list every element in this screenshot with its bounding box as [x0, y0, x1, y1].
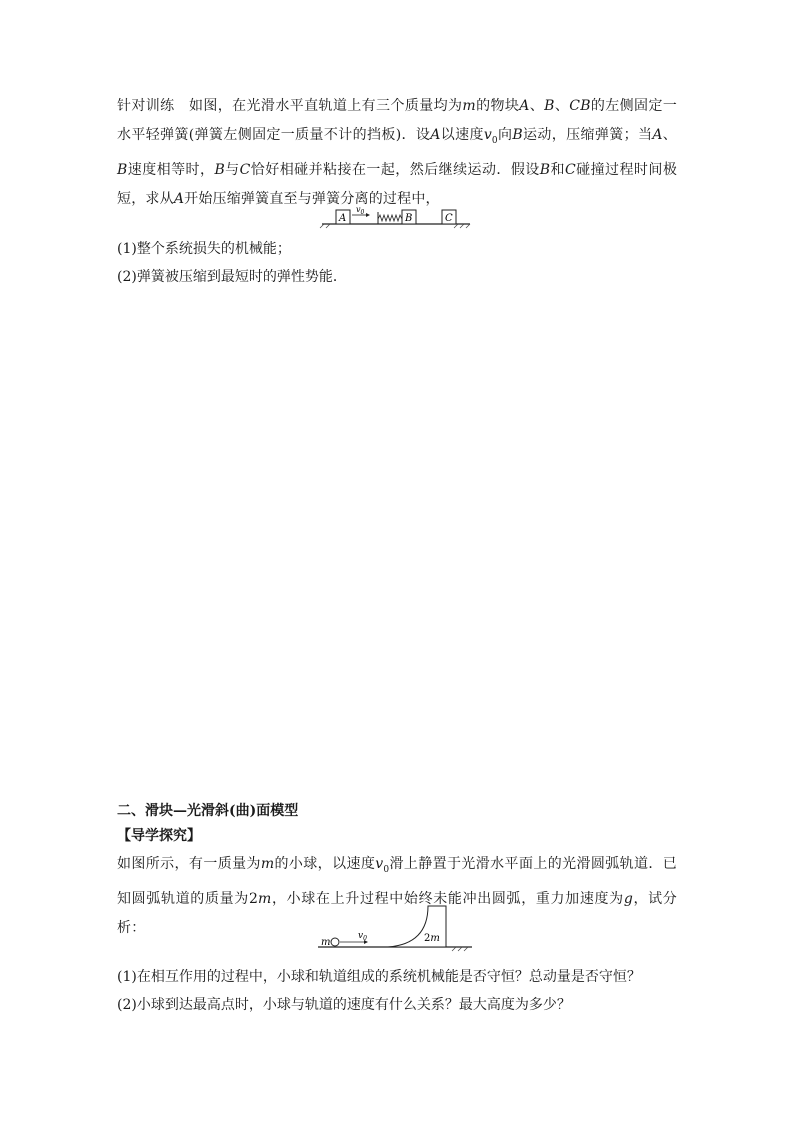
- section-subheading: 【导学探究】: [117, 828, 201, 844]
- blocks-spring-figure: [318, 203, 474, 231]
- block-b-label: B: [405, 213, 413, 224]
- ball-label: m: [321, 937, 331, 948]
- ball: [331, 938, 339, 946]
- question-1: (1)在相互作用的过程中，小球和轨道组成的系统机械能是否守恒？总动量是否守恒？: [117, 969, 641, 985]
- slide-problem-text: 如图所示，有一质量为m的小球，以速度$v_0$滑上静置于光滑水平面上的光滑圆弧轨道．已知圆弧轨道的质量为2m，小球在上升过程中始终未能冲出圆弧，重力加速度为g，试分析：: [117, 856, 677, 936]
- ground-hatch: [320, 224, 470, 228]
- question-2: (2)弹簧被压缩到最短时的弹性势能．: [117, 269, 347, 285]
- spring: [378, 215, 402, 221]
- section-heading: 二、滑块—光滑斜(曲)面模型: [117, 803, 299, 819]
- track-label: 2m: [424, 933, 440, 944]
- block-a-label: A: [339, 213, 347, 224]
- question-2: (2)小球到达最高点时，小球与轨道的速度有什么关系？最大高度为多少？: [117, 997, 571, 1013]
- training-problem-text: 针对训练 如图，在光滑水平直轨道上有三个质量均为m的物块A、B、CB的左侧固定一水平轻弹簧(弹簧左侧固定一质量不计的挡板)．设A以速度$v_0$向B运动，压缩弹簧；当A、B速度相等时，B与C恰好相碰并粘接在一起，然后继续运动．假设B和C碰撞过程时间极短，求从A开始压缩弹簧直至与弹簧分离的过程中，: [117, 98, 678, 207]
- question-1: (1)整个系统损失的机械能；: [117, 241, 291, 257]
- velocity-label: $v_0$: [356, 205, 365, 216]
- block-c-label: C: [445, 213, 453, 224]
- velocity-label: $v_0$: [358, 931, 367, 942]
- ball-track-figure: [316, 904, 476, 954]
- training-label: 针对训练: [117, 98, 175, 114]
